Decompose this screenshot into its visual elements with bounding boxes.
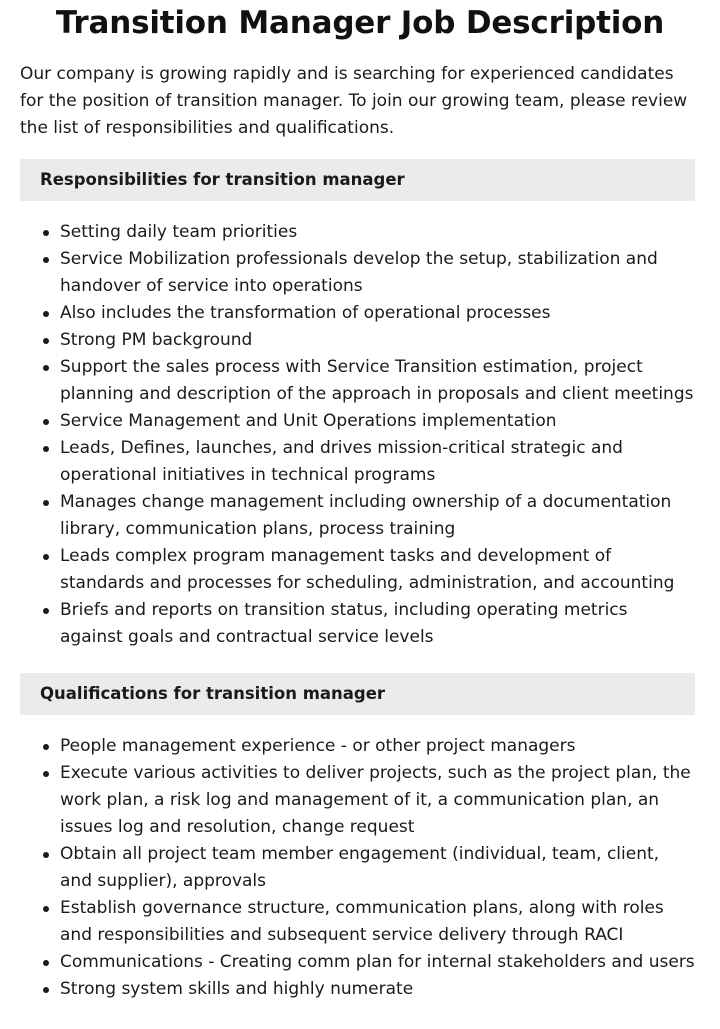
bullet-icon (43, 338, 49, 344)
qualifications-list (20, 733, 695, 1003)
bullet-icon (43, 608, 49, 614)
qualifications-heading: Qualifications for transition manager (20, 673, 695, 715)
responsibilities-heading: Responsibilities for transition manager (20, 159, 695, 201)
list-item (20, 219, 695, 246)
list-item (20, 408, 695, 435)
list-item-text: Execute various activities to deliver projects, such as the project plan, the work plan, a risk log and management of it, a communication plan, an issues log and resolution, change request (60, 763, 691, 837)
bullet-icon (43, 230, 49, 236)
list-item (20, 841, 695, 895)
list-item (20, 327, 695, 354)
list-item (20, 300, 695, 327)
list-item (20, 895, 695, 949)
list-item-text: Manages change management including ownership of a documentation library, communication plans, process training (60, 492, 672, 539)
list-item (20, 489, 695, 543)
list-item (20, 597, 695, 651)
bullet-icon (43, 906, 49, 912)
bullet-icon (43, 419, 49, 425)
bullet-icon (43, 257, 49, 263)
bullet-icon (43, 446, 49, 452)
bullet-icon (43, 987, 49, 993)
list-item (20, 246, 695, 300)
list-item-text: Leads complex program management tasks and development of standards and processes for scheduling, administration, and accounting (60, 546, 675, 593)
responsibilities-list (20, 219, 695, 651)
bullet-icon (43, 852, 49, 858)
list-item (20, 949, 695, 976)
list-item-text: Service Mobilization professionals develop the setup, stabilization and handover of service into operations (60, 249, 658, 296)
bullet-icon (43, 365, 49, 371)
bullet-icon (43, 554, 49, 560)
list-item-text: Strong system skills and highly numerate (60, 979, 414, 999)
list-item (20, 435, 695, 489)
list-item (20, 976, 695, 1003)
list-item-text: Service Management and Unit Operations implementation (60, 411, 557, 431)
list-item-text: People management experience - or other project managers (60, 736, 576, 756)
bullet-icon (43, 311, 49, 317)
list-item-text: Also includes the transformation of operational processes (60, 303, 551, 323)
list-item-text: Communications - Creating comm plan for internal stakeholders and users (60, 952, 695, 972)
list-item (20, 354, 695, 408)
list-item-text: Establish governance structure, communication plans, along with roles and responsibilities and subsequent service delivery through RACI (60, 898, 664, 945)
intro-paragraph: Our company is growing rapidly and is searching for experienced candidates for the position of transition manager. To join our growing team, please review the list of responsibilities and qualifications. (20, 64, 688, 138)
list-item-text: Support the sales process with Service Transition estimation, project planning and description of the approach in proposals and client meetings (60, 357, 694, 404)
page-title: Transition Manager Job Description (55, 5, 665, 41)
list-item-text: Setting daily team priorities (60, 222, 298, 242)
list-item (20, 543, 695, 597)
bullet-icon (43, 744, 49, 750)
bullet-icon (43, 500, 49, 506)
list-item-text: Leads, Defines, launches, and drives mission-critical strategic and operational initiatives in technical programs (60, 438, 623, 485)
list-item-text: Strong PM background (60, 330, 253, 350)
bullet-icon (43, 960, 49, 966)
list-item-text: Obtain all project team member engagement (individual, team, client, and supplier), approvals (60, 844, 660, 891)
list-item (20, 733, 695, 760)
list-item (20, 760, 695, 841)
list-item-text: Briefs and reports on transition status, including operating metrics against goals and contractual service levels (60, 600, 628, 647)
bullet-icon (43, 771, 49, 777)
